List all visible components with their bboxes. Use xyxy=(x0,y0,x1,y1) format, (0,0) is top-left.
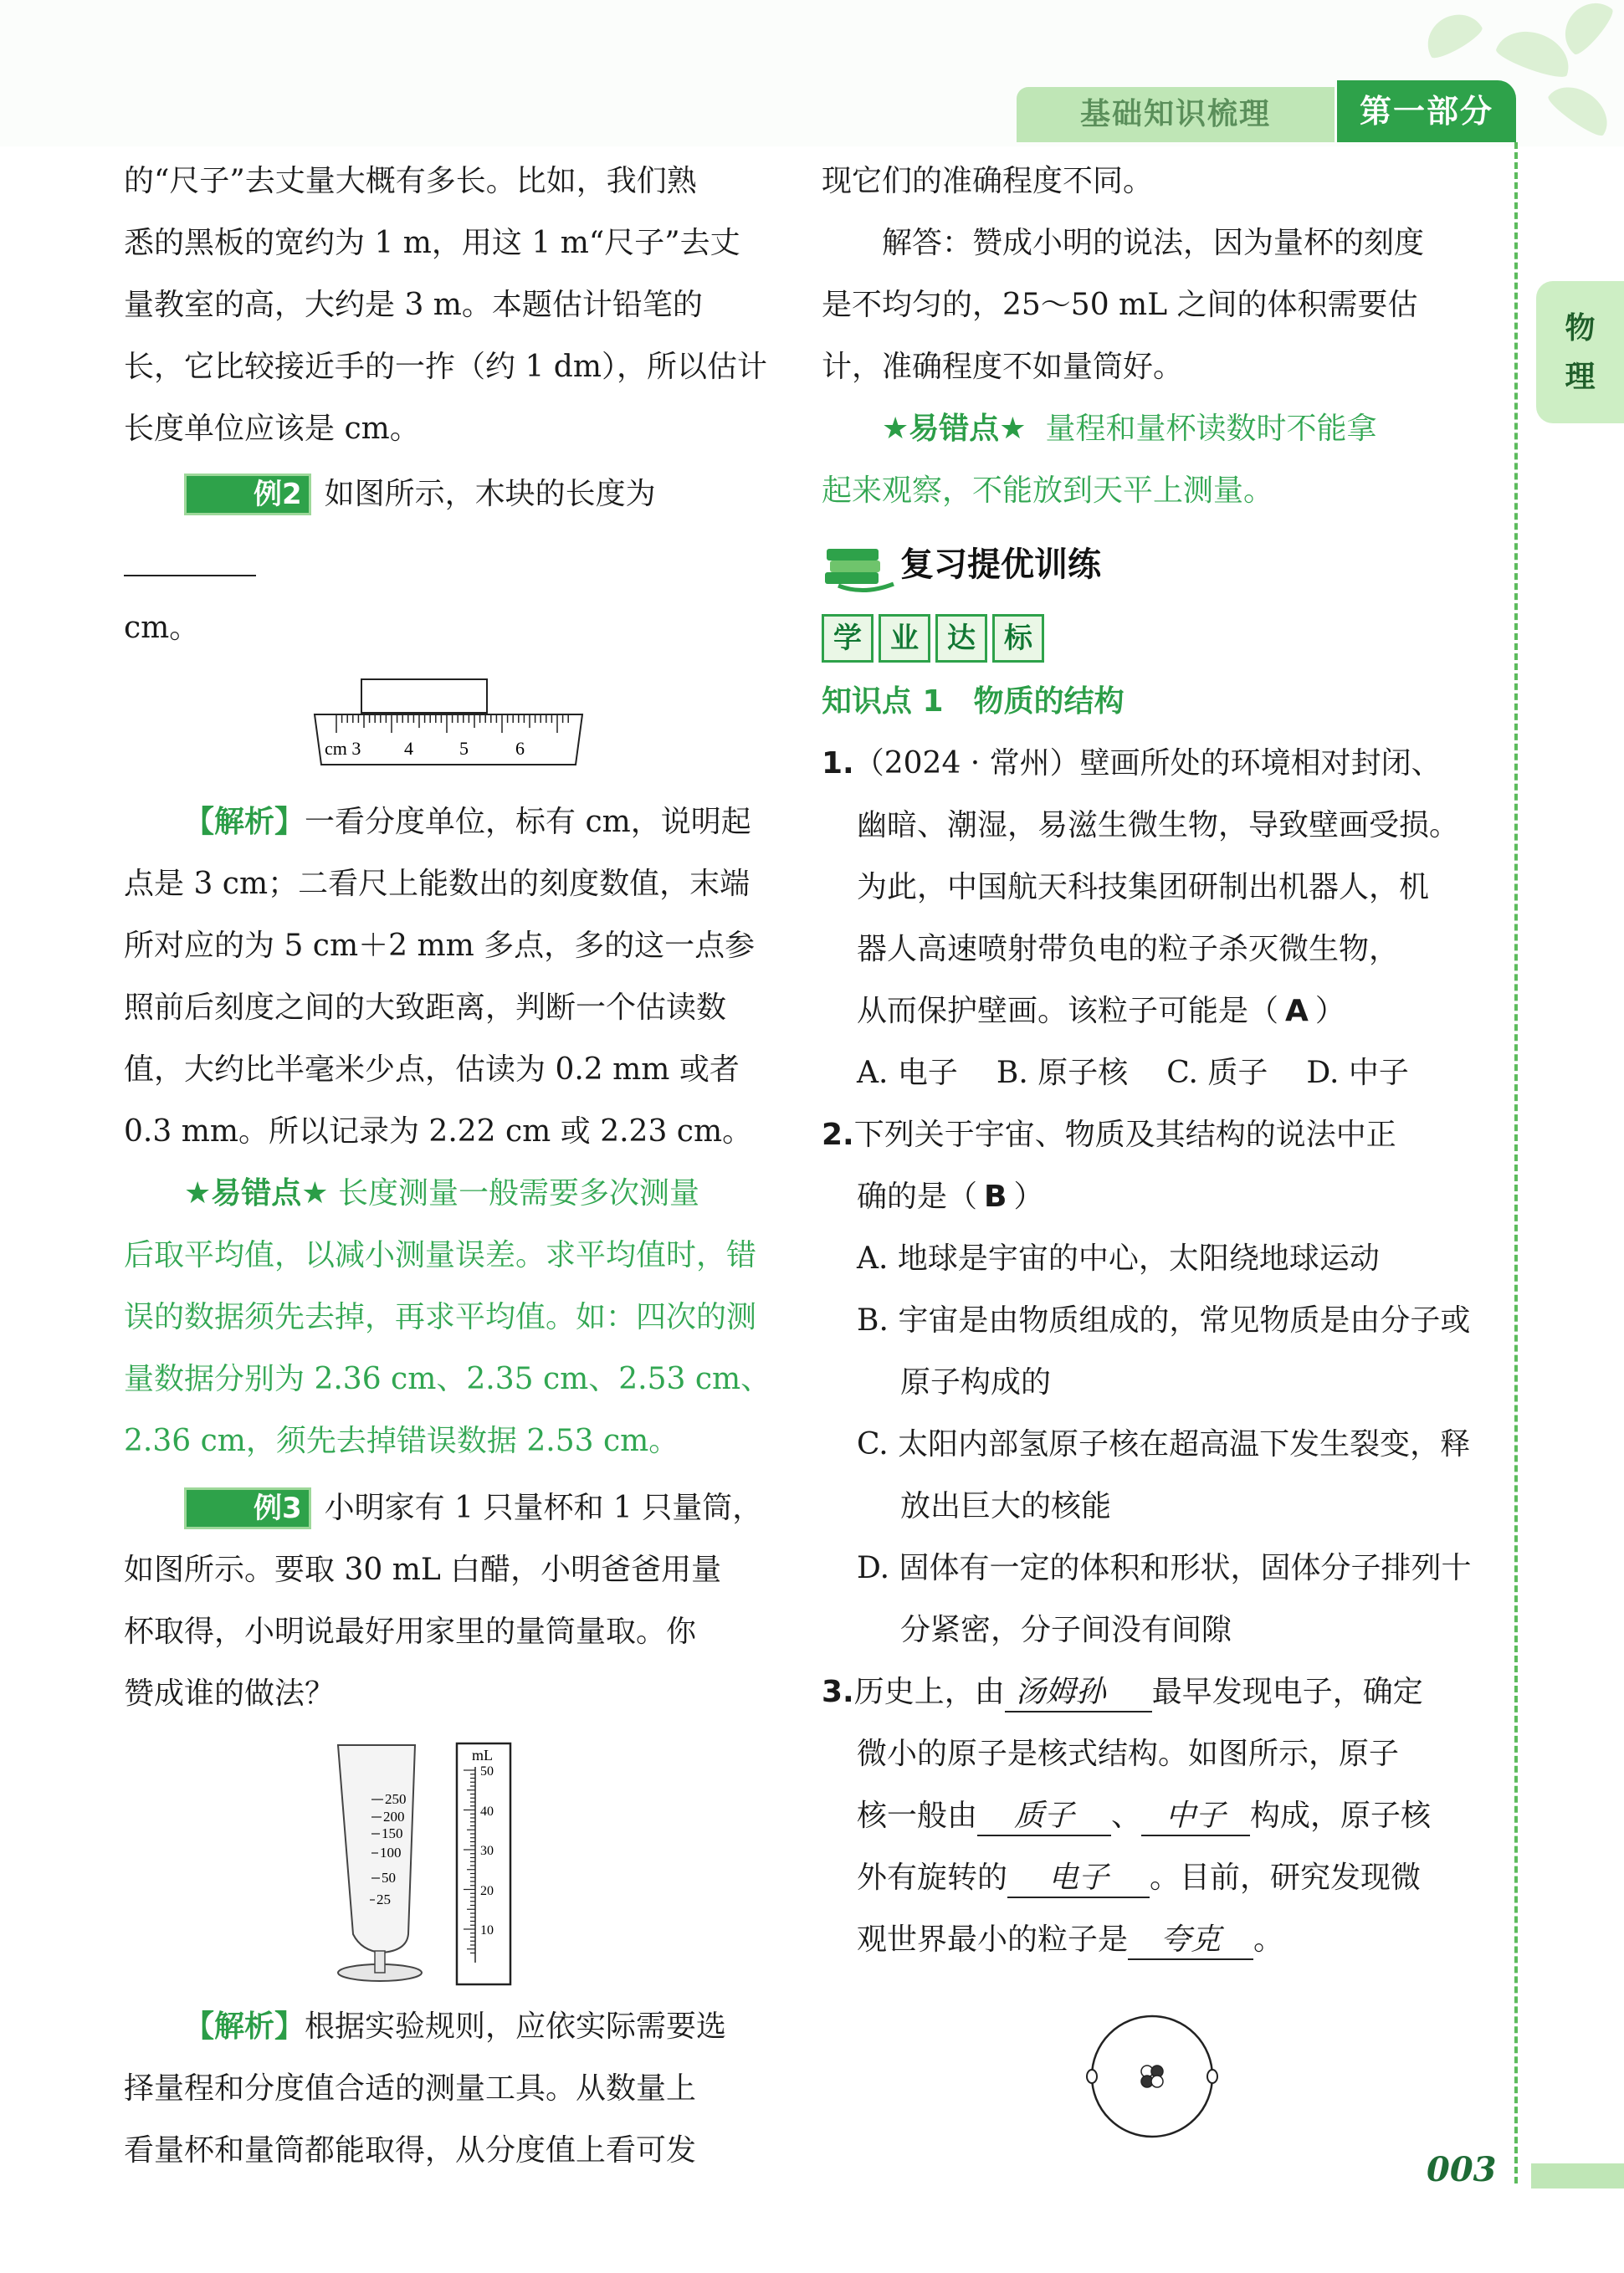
beaker-label-200: 200 xyxy=(382,1809,404,1825)
text-line: 悉的黑板的宽约为 1 m，用这 1 m“尺子”去丈 xyxy=(124,226,740,260)
answer-blank[interactable]: 汤姆孙 xyxy=(1005,1674,1152,1712)
text-line: 点是 3 cm；二看尺上能数出的刻度数值，末端 xyxy=(124,867,751,901)
beaker-label-25: 25 xyxy=(376,1892,391,1907)
text-segment: 。目前，研究发现微 xyxy=(1150,1861,1422,1895)
question-number: 2. xyxy=(822,1118,854,1152)
mistake-tag: ★易错点★ xyxy=(184,1176,329,1211)
text-line: 根据实验规则，应依实际需要选 xyxy=(305,2009,727,2044)
text-line: 一看分度单位，标有 cm，说明起 xyxy=(305,805,751,839)
right-column xyxy=(822,151,1483,2160)
level-stamps xyxy=(822,614,1483,663)
atom-diagram xyxy=(1068,2009,1236,2143)
text-line: 为此，中国航天科技集团研制出机器人，机 xyxy=(857,870,1430,904)
analysis-tag: 【解析】 xyxy=(184,805,305,839)
text-line: 解答：赞成小明的说法，因为量杯的刻度 xyxy=(882,226,1425,260)
section-label: 基础知识梳理 xyxy=(1017,87,1335,142)
footer-bar xyxy=(1531,2163,1624,2189)
measuring-vessels-figure xyxy=(124,1737,772,1988)
text-line: 后取平均值，以减小测量误差。求平均值时，错 xyxy=(124,1238,757,1272)
example-3 xyxy=(124,1477,772,1725)
text-line: 器人高速喷射带负电的粒子杀灭微生物， xyxy=(857,932,1400,966)
answer-blank[interactable]: 中子 xyxy=(1141,1798,1250,1836)
option[interactable]: D. 固体有一定的体积和形状，固体分子排列十分紧密，分子间没有间隙 xyxy=(857,1551,1472,1647)
stamp-char: 标 xyxy=(992,614,1044,663)
answer-blank[interactable]: 夸克 xyxy=(1128,1922,1253,1960)
books-icon xyxy=(822,535,895,594)
stamp-char: 学 xyxy=(822,614,873,663)
analysis-tag: 【解析】 xyxy=(184,2009,305,2044)
question-2 xyxy=(822,1104,1483,1661)
text-line: 0.3 mm。所以记录为 2.22 cm 或 2.23 cm。 xyxy=(124,1114,753,1149)
beaker-and-cylinder-diagram xyxy=(331,1737,566,1988)
text-line: 长度单位应该是 cm。 xyxy=(124,412,420,446)
cylinder-label-10: 10 xyxy=(479,1923,494,1938)
text-line: 小明家有 1 只量杯和 1 只量筒， xyxy=(324,1491,763,1525)
ruler-label-cm3: cm 3 xyxy=(324,738,361,759)
beaker-label-250: 250 xyxy=(384,1791,406,1807)
text-line: 值，大约比半毫米少点，估读为 0.2 mm 或者 xyxy=(124,1052,740,1087)
ruler-label-6: 6 xyxy=(515,738,525,759)
text-line: 如图所示。要取 30 mL 白醋，小明爸爸用量 xyxy=(124,1553,722,1587)
text-segment: 。 xyxy=(1253,1922,1284,1957)
electron xyxy=(1207,2070,1217,2083)
text-line: 赞成谁的做法？ xyxy=(124,1677,336,1711)
text-segment: 历史上，由 xyxy=(853,1675,1005,1709)
text-line: 照前后刻度之间的大致距离，判断一个估读数 xyxy=(124,991,727,1025)
wood-block xyxy=(361,679,487,713)
cylinder-outline xyxy=(457,1743,510,1984)
text-line: 长度测量一般需要多次测量 xyxy=(338,1176,700,1211)
stamp-char: 业 xyxy=(879,614,930,663)
text-segment: 最早发现电子，确定 xyxy=(1151,1675,1423,1709)
paren-close: ） xyxy=(1013,1180,1044,1214)
example-badge: 例3 xyxy=(184,1487,311,1529)
question-number: 1. xyxy=(822,746,854,781)
margin-dashed-line xyxy=(1514,142,1518,2183)
text-line: 现它们的准确程度不同。 xyxy=(822,164,1154,198)
text-line: 的“尺子”去丈量大概有多长。比如，我们熟 xyxy=(124,164,697,198)
beaker-outline xyxy=(338,1745,415,1953)
beaker-label-100: 100 xyxy=(379,1845,401,1861)
mistake-note-2 xyxy=(822,398,1483,522)
beaker-stem xyxy=(375,1951,385,1973)
ruler-figure xyxy=(124,674,772,775)
paren-close: ） xyxy=(1314,994,1345,1028)
subject-side-tab[interactable] xyxy=(1536,281,1624,423)
section-title: 复习提优训练 xyxy=(900,545,1101,584)
electron-orbit xyxy=(1092,2016,1212,2137)
text-line: 看量杯和量筒都能取得，从分度值上看可发 xyxy=(124,2133,697,2168)
question-1 xyxy=(822,733,1483,1104)
answer-blank[interactable]: 质子 xyxy=(977,1798,1111,1836)
ruler-label-4: 4 xyxy=(403,738,413,759)
example-badge: 例2 xyxy=(184,474,311,515)
text-segment: 构成，原子核 xyxy=(1250,1799,1432,1833)
example-2-analysis xyxy=(124,791,772,1163)
nucleus xyxy=(1141,2066,1163,2087)
option[interactable]: C. 质子 xyxy=(1166,1056,1268,1090)
cylinder-label-20: 20 xyxy=(479,1884,494,1898)
text-line: 长，它比较接近手的一拃（约 1 dm），所以估计 xyxy=(124,350,767,384)
text-line: 微小的原子是核式结构。如图所示，原子 xyxy=(857,1737,1400,1771)
cylinder-label-40: 40 xyxy=(479,1805,494,1819)
option[interactable]: C. 太阳内部氢原子核在超高温下发生裂变，释放出巨大的核能 xyxy=(857,1427,1471,1523)
option[interactable]: B. 宇宙是由物质组成的，常见物质是由分子或原子构成的 xyxy=(857,1303,1471,1400)
answer-blank[interactable] xyxy=(124,538,256,576)
text-segment: 外有旋转的 xyxy=(857,1861,1008,1895)
ruler-diagram xyxy=(306,674,591,775)
text-line: 起来观察，不能放到天平上测量。 xyxy=(822,474,1274,508)
cylinder-unit: mL xyxy=(471,1747,493,1764)
part-label: 第一部分 xyxy=(1337,80,1516,142)
option[interactable]: A. 电子 xyxy=(857,1056,958,1090)
question-3 xyxy=(822,1661,1483,1971)
electron xyxy=(1087,2070,1097,2083)
answer-choice[interactable]: A xyxy=(1285,994,1309,1028)
option[interactable]: A. 地球是宇宙的中心，太阳绕地球运动 xyxy=(857,1241,1380,1276)
question-number: 3. xyxy=(822,1675,854,1709)
text-segment: 观世界最小的粒子是 xyxy=(857,1922,1129,1957)
options-row xyxy=(822,1042,1483,1104)
section-heading xyxy=(822,527,1483,602)
example-text: 如图所示，木块的长度为 xyxy=(324,477,656,511)
beaker-label-150: 150 xyxy=(381,1825,402,1841)
subject-tab-text: 物 理 xyxy=(1565,311,1596,394)
text-line: 是不均匀的，25～50 mL 之间的体积需要估 xyxy=(822,288,1418,322)
knowledge-point-heading: 知识点 1 物质的结构 xyxy=(822,684,1125,719)
left-column xyxy=(124,151,772,2182)
text-line: 所对应的为 5 cm＋2 mm 多点，多的这一点参 xyxy=(124,929,756,963)
text-line: 2.36 cm，须先去掉错误数据 2.53 cm。 xyxy=(124,1424,679,1458)
text-segment: 、 xyxy=(1111,1799,1142,1833)
ruler-label-5: 5 xyxy=(459,738,469,759)
text-line: （2024 · 常州）壁画所处的环境相对封闭、 xyxy=(853,746,1442,781)
stamp-char: 达 xyxy=(935,614,987,663)
answer-choice[interactable]: B xyxy=(984,1180,1007,1214)
text-line: 从而保护壁画。该粒子可能是（ xyxy=(857,994,1279,1028)
atom-figure xyxy=(822,2009,1483,2143)
option[interactable]: B. 原子核 xyxy=(996,1056,1129,1090)
example-2 xyxy=(124,463,772,587)
example-3-analysis xyxy=(124,1996,772,2182)
text-line: 量教室的高，大约是 3 m。本题估计铅笔的 xyxy=(124,288,703,322)
cylinder-label-50: 50 xyxy=(479,1764,494,1779)
text-line: 确的是（ xyxy=(857,1180,978,1214)
text-line: 杯取得，小明说最好用家里的量筒量取。你 xyxy=(124,1615,697,1649)
text-line: 计，准确程度不如量筒好。 xyxy=(822,350,1184,384)
page-number: 003 xyxy=(1427,2150,1497,2189)
text-line: 幽暗、潮湿，易滋生微生物，导致壁画受损。 xyxy=(857,808,1460,842)
cylinder-label-30: 30 xyxy=(479,1844,494,1858)
text-segment: 核一般由 xyxy=(857,1799,978,1833)
mistake-note-1 xyxy=(124,1163,772,1472)
beaker-label-50: 50 xyxy=(381,1870,396,1886)
mistake-tag: ★易错点★ xyxy=(882,412,1027,446)
text-line: 量程和量杯读数时不能拿 xyxy=(1045,412,1377,446)
option[interactable]: D. 中子 xyxy=(1306,1056,1409,1090)
intro-paragraph xyxy=(124,151,772,460)
example-3-answer xyxy=(822,212,1483,398)
text-line: 择量程和分度值合适的测量工具。从数量上 xyxy=(124,2071,697,2106)
text-line: 误的数据须先去掉，再求平均值。如：四次的测 xyxy=(124,1300,757,1334)
answer-blank[interactable]: 电子 xyxy=(1007,1860,1150,1898)
text-line: 下列关于宇宙、物质及其结构的说法中正 xyxy=(853,1118,1396,1152)
text-line: 量数据分别为 2.36 cm、2.35 cm、2.53 cm、 xyxy=(124,1362,771,1396)
example-2-unit: cm。 xyxy=(124,611,200,645)
